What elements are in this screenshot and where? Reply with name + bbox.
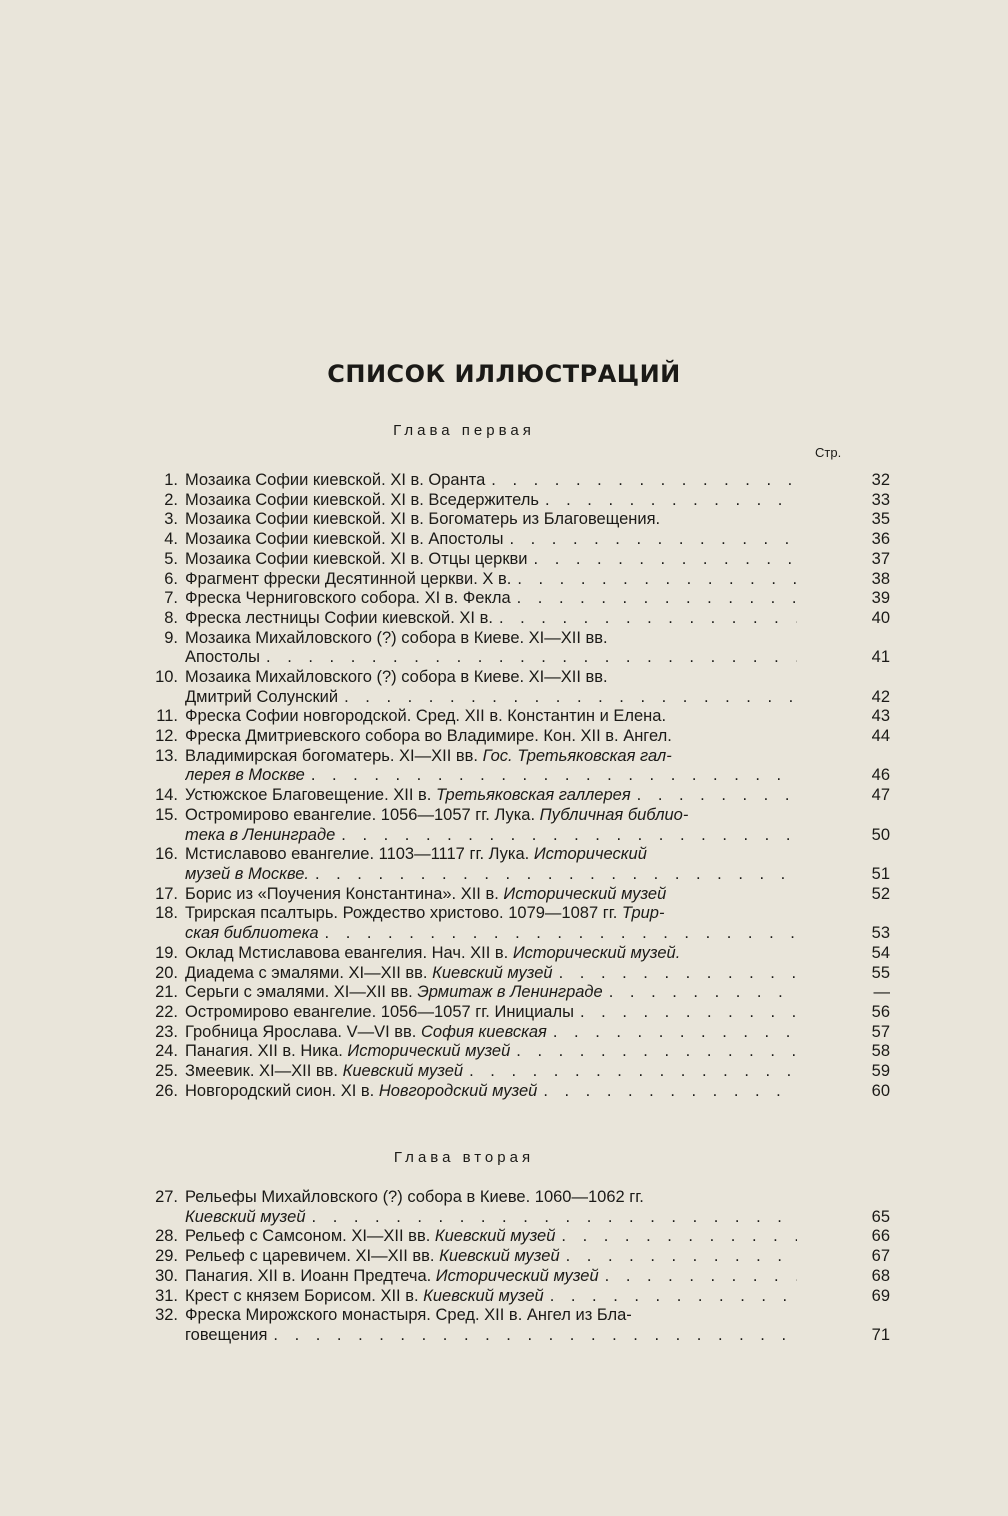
entry-page-number: 52	[871, 884, 890, 903]
entry-text: Мозаика Софии киевской. XI в. Отцы церкви	[185, 549, 528, 568]
entry-line	[140, 1246, 797, 1266]
entry-line	[140, 1266, 797, 1286]
entry-text: Мозаика Михайловского (?) собора в Киеве. XI—XII вв.	[185, 628, 608, 647]
dot-leader	[315, 864, 797, 884]
entry-line	[140, 1081, 797, 1101]
entry-number: 11.	[156, 707, 178, 726]
entry-number: 10.	[155, 668, 178, 686]
entry-line	[140, 490, 797, 510]
entry-page-number: 37	[871, 549, 890, 568]
entry-line	[140, 864, 797, 884]
entry-page-number: 65	[871, 1207, 890, 1226]
entry-text-visual: Панагия. XII в. Ника. Исторический музей	[185, 1042, 511, 1061]
entry-text-visual: Оклад Мстиславова евангелия. Нач. XII в. Исторический музей.	[185, 943, 681, 962]
entry-number: 17.	[155, 884, 178, 903]
entry-page-number: 50	[871, 825, 890, 844]
entry-text: Мозаика Софии киевской. XI в. Оранта	[185, 471, 486, 489]
entry-text-visual: Панагия. XII в. Иоанн Предтеча. Исторический музей	[185, 1266, 599, 1285]
entry-text: Фреска Мирожского монастыря. Сред. XII в. Ангел из Бла-	[185, 1306, 632, 1325]
entry-line	[140, 1022, 797, 1042]
entry-text-visual: Серьги с эмалями. XI—XII вв. Эрмитаж в Ленинграде	[185, 983, 603, 1002]
entry-text: ская библиотека	[185, 924, 319, 943]
entry-line	[140, 844, 797, 864]
entry-text: лерея в Москве	[185, 766, 305, 785]
dot-leader	[637, 785, 797, 805]
entry-number: 31.	[155, 1286, 178, 1305]
entry-line	[140, 647, 797, 667]
entry-page-number: 66	[871, 1227, 890, 1246]
entry-page-number: 71	[871, 1325, 890, 1344]
entry-number: 19.	[155, 943, 178, 962]
entry-page-number: 53	[871, 924, 890, 943]
entry-line	[140, 588, 797, 608]
entry-number: 32.	[155, 1306, 178, 1325]
entry-number: 28.	[155, 1227, 178, 1246]
dot-leader	[273, 1325, 797, 1345]
entry-text: Киевский музей	[185, 1207, 306, 1226]
dot-leader	[517, 588, 797, 608]
dot-leader	[344, 687, 797, 707]
dot-leader	[325, 923, 797, 943]
entry-page-number: 56	[871, 1002, 890, 1021]
entry-page-number: 58	[871, 1042, 890, 1061]
entry-line	[140, 549, 797, 569]
entry-line	[140, 923, 797, 943]
dot-leader	[499, 608, 797, 628]
entry-line	[140, 884, 797, 904]
entry-text-visual: Трирская псалтырь. Рождество христово. 1079—1087 гг. Трир-	[185, 904, 665, 923]
dot-leader	[559, 963, 797, 983]
entry-text: говещения	[185, 1325, 268, 1344]
dot-leader	[553, 1022, 797, 1042]
entry-line	[140, 608, 797, 628]
entry-line	[140, 1325, 797, 1345]
entry-line	[140, 1187, 797, 1207]
entry-line	[140, 1286, 797, 1306]
entry-line	[140, 1207, 797, 1227]
entry-number: 16.	[155, 845, 178, 864]
entry-number: 3.	[164, 510, 178, 529]
entry-text-visual: Владимирская богоматерь. XI—XII вв. Гос. Третьяковская гал-	[185, 746, 672, 765]
entry-text: Фреска лестницы Софии киевской. XI в.	[185, 608, 493, 627]
entry-page-number: —	[873, 983, 890, 1002]
entry-page-number: 55	[871, 963, 890, 982]
dot-leader	[491, 470, 797, 490]
entry-line	[140, 569, 797, 589]
entry-page-number: 46	[871, 766, 890, 785]
entry-number: 24.	[155, 1042, 178, 1061]
dot-leader	[580, 1002, 797, 1022]
entry-page-number: 32	[871, 471, 890, 489]
entry-text: Фреска Софии новгородской. Сред. XII в. Константин и Елена.	[185, 707, 667, 726]
entry-line	[140, 785, 797, 805]
entry-page-number: 47	[871, 786, 890, 805]
dot-leader	[341, 825, 797, 845]
entry-page-number: 51	[871, 864, 890, 883]
entry-line	[140, 1305, 797, 1325]
entry-page-number: 41	[871, 648, 890, 667]
entry-text: Фреска Черниговского собора. XI в. Фекла	[185, 589, 511, 608]
entry-text: Мозаика Михайловского (?) собора в Киеве. XI—XII вв.	[185, 668, 608, 686]
page-title: СПИСОК ИЛЛЮСТРАЦИЙ	[327, 360, 681, 388]
entry-page-number: 44	[871, 727, 890, 746]
dot-leader	[543, 1081, 797, 1101]
entry-page-number: 33	[871, 490, 890, 509]
entry-line	[140, 667, 797, 687]
entry-page-number: 35	[871, 510, 890, 529]
entry-number: 23.	[155, 1022, 178, 1041]
entry-number: 9.	[164, 628, 178, 647]
entry-number: 6.	[164, 569, 178, 588]
entry-number: 20.	[155, 963, 178, 982]
entry-text-visual: Мстиславово евангелие. 1103—1117 гг. Лука. Исторический	[185, 845, 647, 864]
entry-text-visual: Гробница Ярослава. V—VI вв. София киевская	[185, 1022, 547, 1041]
entry-page-number: 69	[871, 1286, 890, 1305]
entry-line	[140, 529, 797, 549]
entry-line	[140, 943, 797, 963]
dot-leader	[609, 982, 797, 1002]
entry-number: 21.	[155, 983, 178, 1002]
entry-number: 1.	[164, 471, 178, 489]
entry-number: 2.	[164, 490, 178, 509]
entry-page-number: 36	[871, 530, 890, 549]
entry-text: Апостолы	[185, 648, 261, 667]
entry-line	[140, 706, 797, 726]
entry-page-number: 60	[871, 1081, 890, 1100]
entry-number: 12.	[155, 727, 178, 746]
entry-number: 29.	[155, 1247, 178, 1266]
entry-page-number: 68	[871, 1266, 890, 1285]
dot-leader	[534, 549, 797, 569]
entry-number: 13.	[155, 746, 178, 765]
entry-line	[140, 765, 797, 785]
entry-text: Фреска Дмитриевского собора во Владимире. Кон. XII в. Ангел.	[185, 727, 672, 746]
entry-text-visual: Рельеф с Самсоном. XI—XII вв. Киевский музей	[185, 1227, 556, 1246]
entry-line	[140, 509, 797, 529]
entry-text-visual: Диадема с эмалями. XI—XII вв. Киевский музей	[185, 963, 553, 982]
entry-text-visual: Крест с князем Борисом. XII в. Киевский музей	[185, 1286, 544, 1305]
dot-leader	[509, 529, 797, 549]
entry-text-visual: Устюжское Благовещение. XII в. Третьяковская галлерея	[185, 786, 631, 805]
entry-text: Дмитрий Солунский	[185, 687, 339, 706]
entry-page-number: 59	[871, 1062, 890, 1080]
entry-page-number: 38	[871, 569, 890, 588]
entry-page-number: 67	[871, 1247, 890, 1266]
entry-number: 8.	[164, 608, 178, 627]
entry-number: 4.	[164, 530, 178, 549]
entry-line	[140, 1061, 797, 1081]
entry-number: 22.	[155, 1002, 178, 1021]
entry-number: 25.	[155, 1062, 178, 1080]
entry-page-number: 40	[871, 608, 890, 627]
entry-text-visual: Змеевик. XI—XII вв. Киевский музей	[185, 1062, 464, 1080]
dot-leader	[566, 1246, 797, 1266]
dot-leader	[516, 1041, 797, 1061]
entry-line	[140, 903, 797, 923]
entry-line	[140, 982, 797, 1002]
entry-page-number: 54	[871, 943, 890, 962]
entry-number: 30.	[155, 1266, 178, 1285]
entry-number: 7.	[164, 589, 178, 608]
chapter-heading: Глава вторая	[393, 1149, 535, 1166]
entry-text: Мозаика Софии киевской. XI в. Вседержитель	[185, 490, 539, 509]
entry-number: 26.	[155, 1081, 178, 1100]
entry-text-visual: Борис из «Поучения Константина». XII в. Исторический музей	[185, 884, 667, 903]
entry-line	[140, 1226, 797, 1246]
entry-line	[140, 746, 797, 766]
chapter-heading: Глава первая	[393, 422, 535, 439]
dot-leader	[312, 1207, 797, 1227]
entry-number: 5.	[164, 549, 178, 568]
entry-line	[140, 805, 797, 825]
dot-leader	[517, 569, 797, 589]
entry-text: тека в Ленинграде	[185, 825, 336, 844]
entry-line	[140, 1002, 797, 1022]
entry-page-number: 57	[871, 1022, 890, 1041]
entry-text: Фрагмент фрески Десятинной церкви. X в.	[185, 569, 512, 588]
entry-line	[140, 1041, 797, 1061]
entry-line	[140, 628, 797, 648]
entry-number: 15.	[155, 805, 178, 824]
page-column-label: Стр.	[815, 445, 842, 460]
entry-page-number: 43	[871, 707, 890, 726]
dot-leader	[605, 1266, 797, 1286]
entry-text-visual: Рельеф с царевичем. XI—XII вв. Киевский музей	[185, 1247, 560, 1266]
dot-leader	[469, 1061, 797, 1081]
entry-page-number: 42	[871, 687, 890, 706]
entry-text: музей в Москве.	[185, 864, 309, 883]
entry-text: Рельефы Михайловского (?) собора в Киеве. 1060—1062 гг.	[185, 1188, 644, 1206]
entry-line	[140, 726, 797, 746]
dot-leader	[311, 765, 797, 785]
entry-text-visual: Новгородский сион. XI в. Новгородский музей	[185, 1081, 538, 1100]
dot-leader	[550, 1286, 797, 1306]
entry-number: 14.	[155, 786, 178, 805]
entry-number: 18.	[155, 904, 178, 923]
entry-text: Остромирово евангелие. 1056—1057 гг. Инициалы	[185, 1002, 574, 1021]
entry-number: 27.	[155, 1188, 178, 1206]
entry-text-visual: Остромирово евангелие. 1056—1057 гг. Лука. Публичная библио-	[185, 805, 689, 824]
entry-page-number: 39	[871, 589, 890, 608]
entry-line	[140, 825, 797, 845]
dot-leader	[561, 1226, 797, 1246]
entry-line	[140, 470, 797, 490]
dot-leader	[545, 490, 797, 510]
entry-text: Мозаика Софии киевской. XI в. Апостолы	[185, 530, 504, 549]
dot-leader	[266, 647, 797, 667]
entry-line	[140, 963, 797, 983]
entry-line	[140, 687, 797, 707]
entry-text: Мозаика Софии киевской. XI в. Богоматерь из Благовещения.	[185, 510, 661, 529]
